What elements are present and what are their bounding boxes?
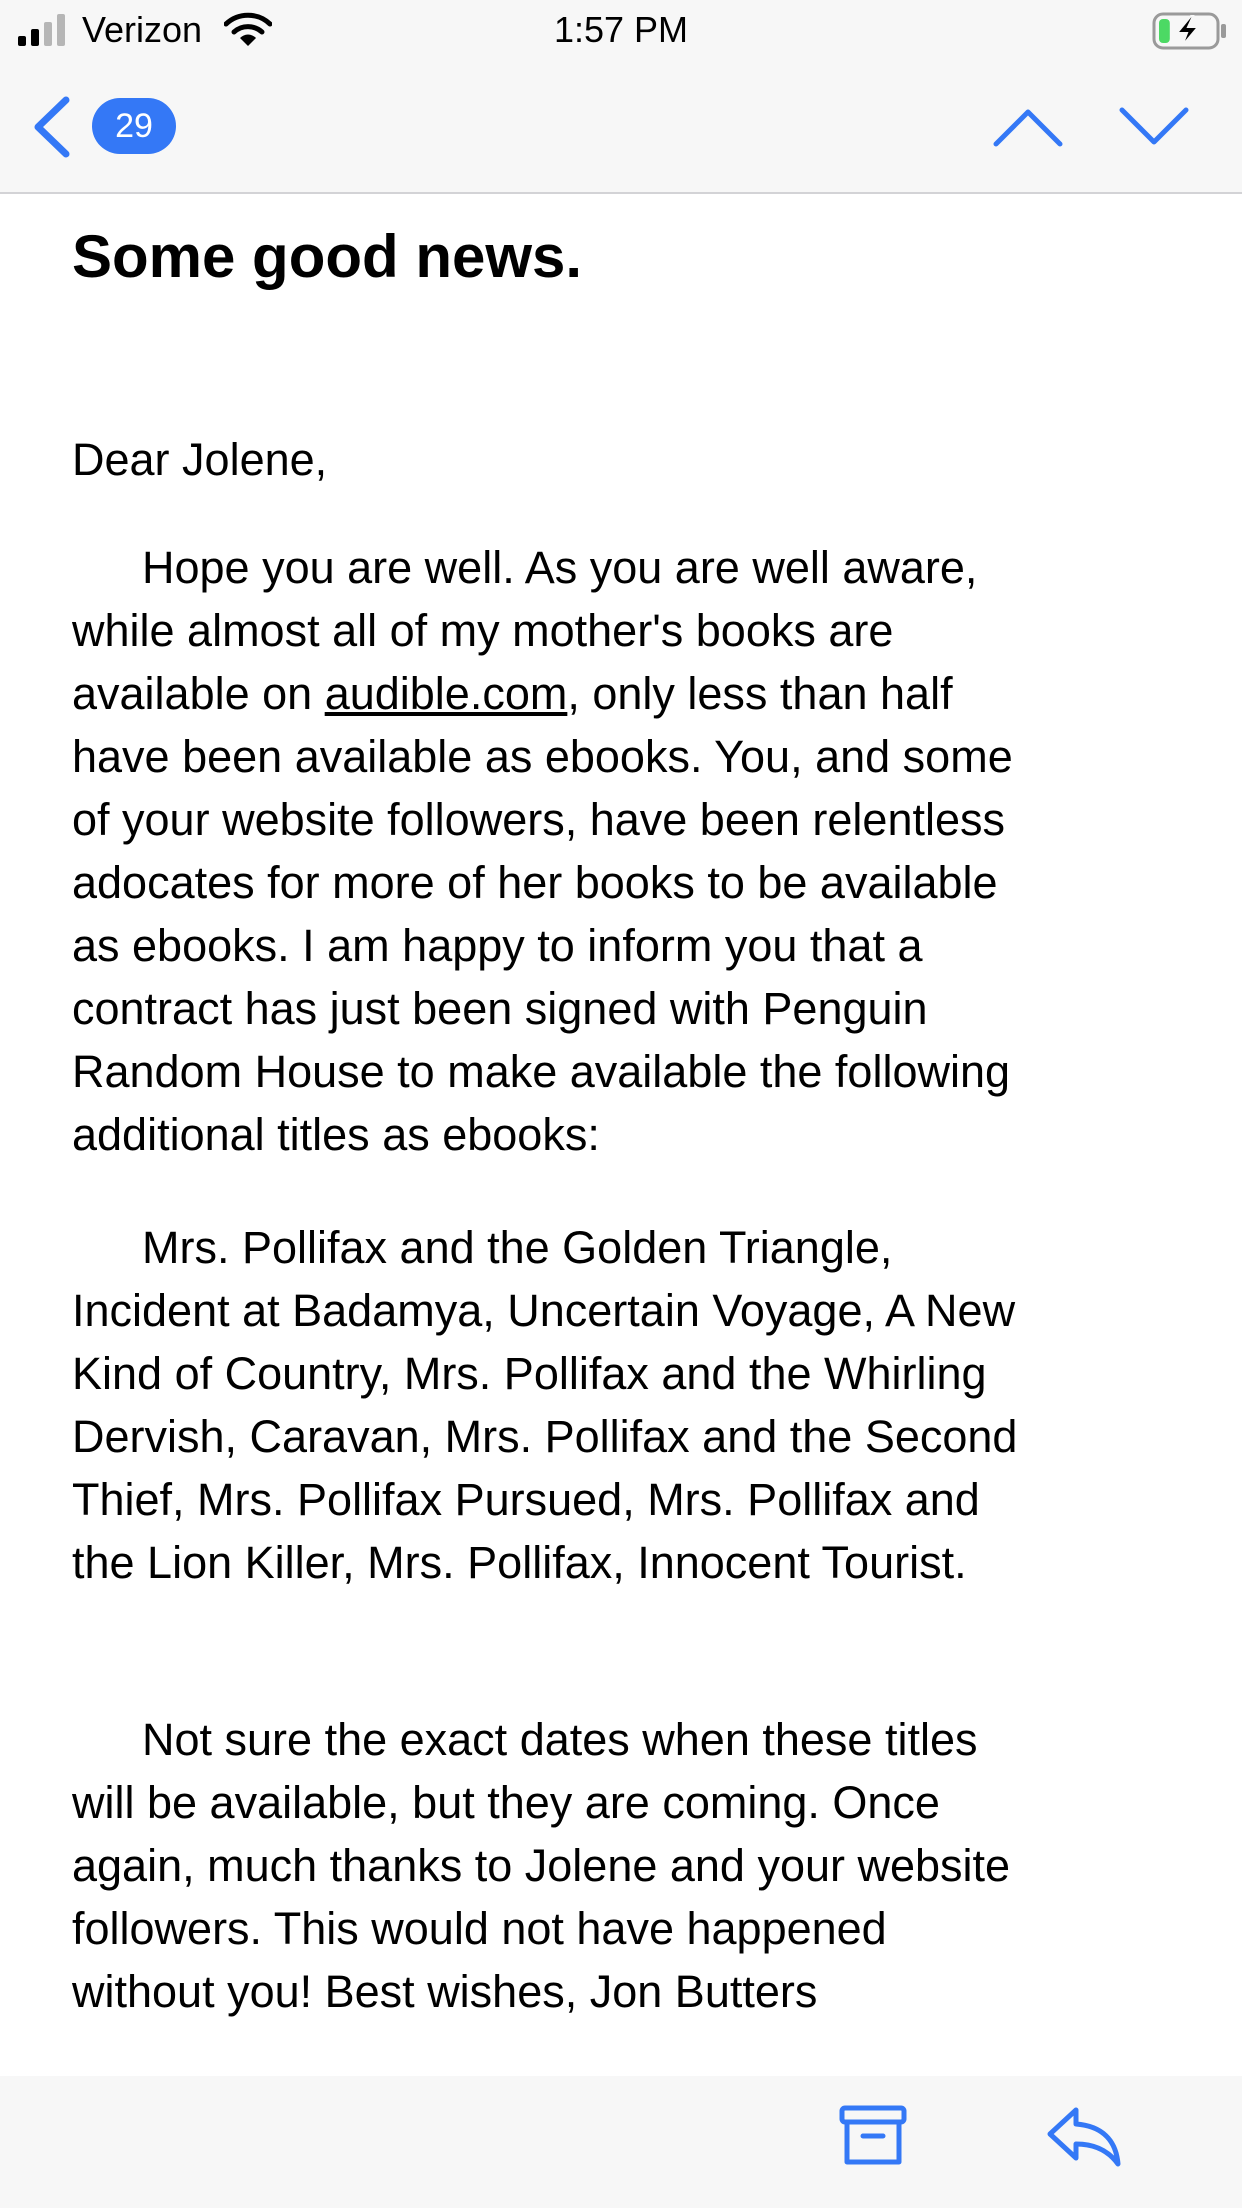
paragraph-line: will be available, but they are coming. Once: [72, 1777, 940, 1828]
email-paragraph: [72, 536, 1013, 1166]
message-nav-bar: [0, 60, 1242, 192]
paragraph-line: Hope you are well. As you are well aware,: [142, 542, 978, 593]
paragraph-line: additional titles as ebooks:: [72, 1109, 600, 1160]
paragraph-line: adocates for more of her books to be available: [72, 857, 998, 908]
email-paragraph: [72, 1216, 1017, 1594]
paragraph-line: Random House to make available the following: [72, 1046, 1011, 1097]
paragraph-line: Incident at Badamya, Uncertain Voyage, A New: [72, 1285, 1016, 1336]
paragraph-line: the Lion Killer, Mrs. Pollifax, Innocent Tourist.: [72, 1537, 967, 1588]
carrier-name: Verizon: [82, 9, 203, 50]
paragraph-line: contract has just been signed with Penguin: [72, 983, 928, 1034]
paragraph-line: as ebooks. I am happy to inform you that a: [72, 920, 923, 971]
paragraph-line: Kind of Country, Mrs. Pollifax and the Whirling: [72, 1348, 987, 1399]
archive-button[interactable]: [838, 2104, 908, 2168]
paragraph-line: followers. This would not have happened: [72, 1903, 887, 1954]
email-subject: Some good news.: [72, 223, 583, 290]
chevron-left-icon: [30, 96, 76, 158]
paragraph-line: Not sure the exact dates when these titles: [142, 1714, 978, 1765]
paragraph-line: Dervish, Caravan, Mrs. Pollifax and the Second: [72, 1411, 1018, 1462]
next-message-button[interactable]: [1116, 102, 1192, 152]
email-paragraph: [72, 1708, 1010, 2023]
paragraph-line: while almost all of my mother's books are: [72, 605, 894, 656]
paragraph-line: of your website followers, have been relentless: [72, 794, 1006, 845]
unread-count-badge: 29: [92, 98, 176, 154]
paragraph-line: Thief, Mrs. Pollifax Pursued, Mrs. Pollifax and: [72, 1474, 980, 1525]
archive-icon: [842, 2108, 904, 2162]
battery-charging-icon: [1152, 12, 1228, 50]
back-button[interactable]: [30, 92, 180, 160]
paragraph-line: Mrs. Pollifax and the Golden Triangle,: [142, 1222, 893, 1273]
paragraph-line: without you! Best wishes, Jon Butters: [72, 1966, 818, 2017]
previous-message-button[interactable]: [990, 102, 1066, 152]
text-segment: , only less than half: [567, 668, 953, 719]
paragraph-line: have been available as ebooks. You, and some: [72, 731, 1013, 782]
status-time: 1:57 PM: [553, 9, 689, 50]
reply-icon: [1050, 2110, 1118, 2164]
audible-link[interactable]: audible.com: [324, 668, 568, 719]
top-chrome: [0, 0, 1242, 194]
status-bar: [0, 0, 1242, 60]
paragraph-line: [72, 662, 1013, 725]
bottom-toolbar: [0, 2076, 1242, 2208]
text-segment: available on: [72, 668, 325, 719]
paragraph-line: again, much thanks to Jolene and your website: [72, 1840, 1011, 1891]
reply-button[interactable]: [1046, 2104, 1122, 2168]
email-greeting: Dear Jolene,: [72, 434, 328, 485]
